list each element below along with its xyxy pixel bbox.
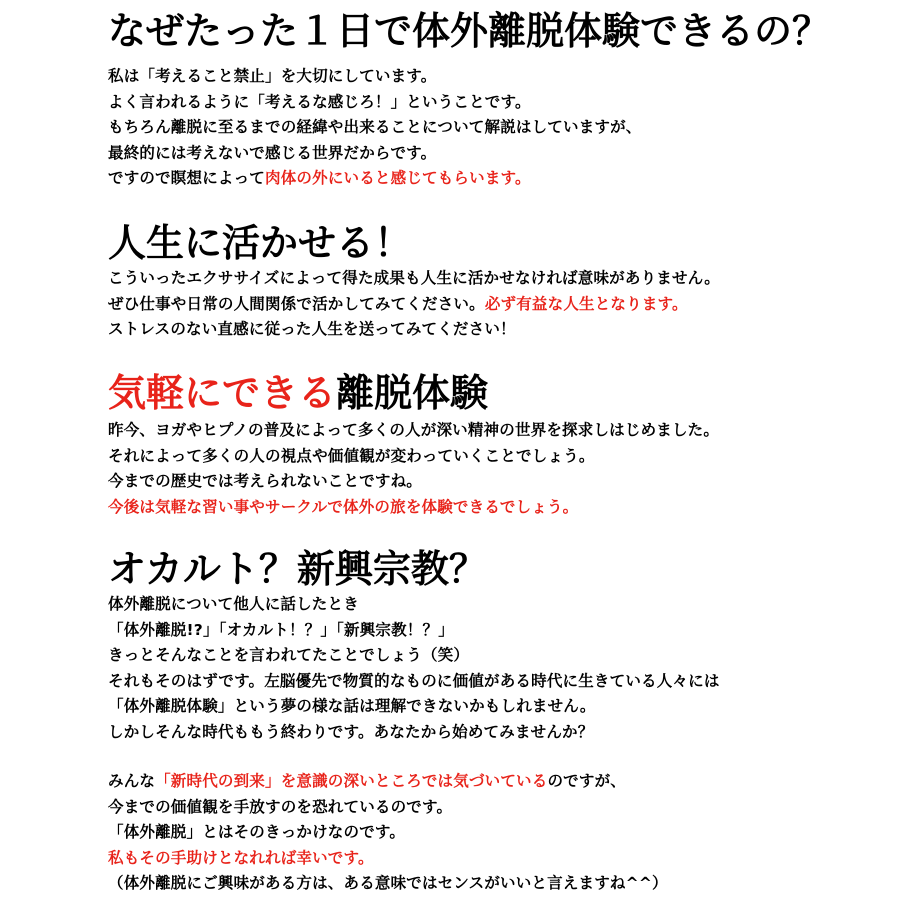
text-line: ストレスのない直感に従った人生を送ってみてください！: [108, 320, 516, 339]
highlight-text: 「新時代の到来」を意識の深いところでは気づいている: [155, 772, 548, 790]
text-line: [108, 166, 888, 192]
text-line: しかしそんな時代ももう終わりです。あなたから始めてみませんか？: [108, 722, 594, 741]
text-line: 体外離脱について他人に話したとき: [108, 595, 359, 613]
heading-easy-projection: [108, 372, 488, 416]
highlight-line: 今後は気軽な習い事やサークルで体外の旅を体験できるでしょう。: [108, 497, 579, 516]
heading-rest: 離脱体験: [336, 371, 489, 415]
heading-why-one-day: なぜたった１日で体外離脱体験できるの？: [108, 9, 831, 53]
text-line: それによって多くの人の視点や価値観が変わっていくことでしょう。: [108, 446, 595, 465]
text-line: 「体外離脱体験」という夢の様な話は理解できないかもしれません。: [108, 697, 596, 716]
text-line: （体外離脱にご興味がある方は、ある意味ではセンスがいいと言えますね^^）: [108, 874, 668, 893]
text-fragment: ぜひ仕事や日常の人間関係で活かしてみてください。: [108, 294, 485, 313]
text-line: 今までの価値観を手放すのを恐れているのです。: [108, 797, 453, 816]
text-line: それもそのはずです。左脳優先で物質的なものに価値がある時代に生きている人々には: [108, 671, 720, 690]
text-line: きっとそんなことを言われてたことでしょう（笑）: [108, 646, 470, 665]
text-line: 今までの歴史では考えられないことですね。: [108, 472, 423, 491]
text-line: 最終的には考えないで感じる世界だからです。: [108, 143, 437, 162]
paragraph-life: [108, 266, 888, 343]
heading-highlight: 気軽にできる: [108, 371, 337, 415]
text-fragment: みんな: [108, 772, 156, 790]
text-fragment: のですが、: [547, 772, 626, 790]
text-line: 「体外離脱!?」「オカルト！？」「新興宗教！？」: [108, 620, 454, 639]
heading-life: 人生に活かせる！: [108, 221, 413, 265]
text-line: [108, 292, 888, 318]
paragraph-why-one-day: [108, 64, 888, 192]
highlight-line: 私もその手助けとなれれば幸いです。: [108, 848, 374, 867]
highlight-text: 肉体の外にいると感じてもらいます。: [265, 169, 531, 188]
text-line: よく言われるように「考えるな感じろ！」ということです。: [108, 92, 531, 111]
text-line: 私は「考えること禁止」を大切にしています。: [108, 67, 437, 85]
text-fragment: ですので瞑想によって: [108, 169, 266, 188]
highlight-text: 必ず有益な人生となります。: [484, 294, 688, 313]
text-line: 昨今、ヨガやヒプノの普及によって多くの人が深い精神の世界を探求しはじめました。: [108, 421, 720, 439]
text-line: [108, 769, 888, 795]
paragraph-easy-projection: [108, 418, 888, 520]
paragraph-occult: [108, 592, 888, 746]
text-line: こういったエクササイズによって得た成果も人生に活かせなければ意味がありません。: [108, 269, 720, 287]
text-line: もちろん離脱に至るまでの経緯や出来ることについて解説はしていますが、: [108, 118, 642, 137]
paragraph-new-era: [108, 769, 888, 897]
text-line: 「体外離脱」とはそのきっかけなのです。: [108, 823, 406, 842]
heading-occult: オカルト？新興宗教？: [108, 547, 487, 591]
